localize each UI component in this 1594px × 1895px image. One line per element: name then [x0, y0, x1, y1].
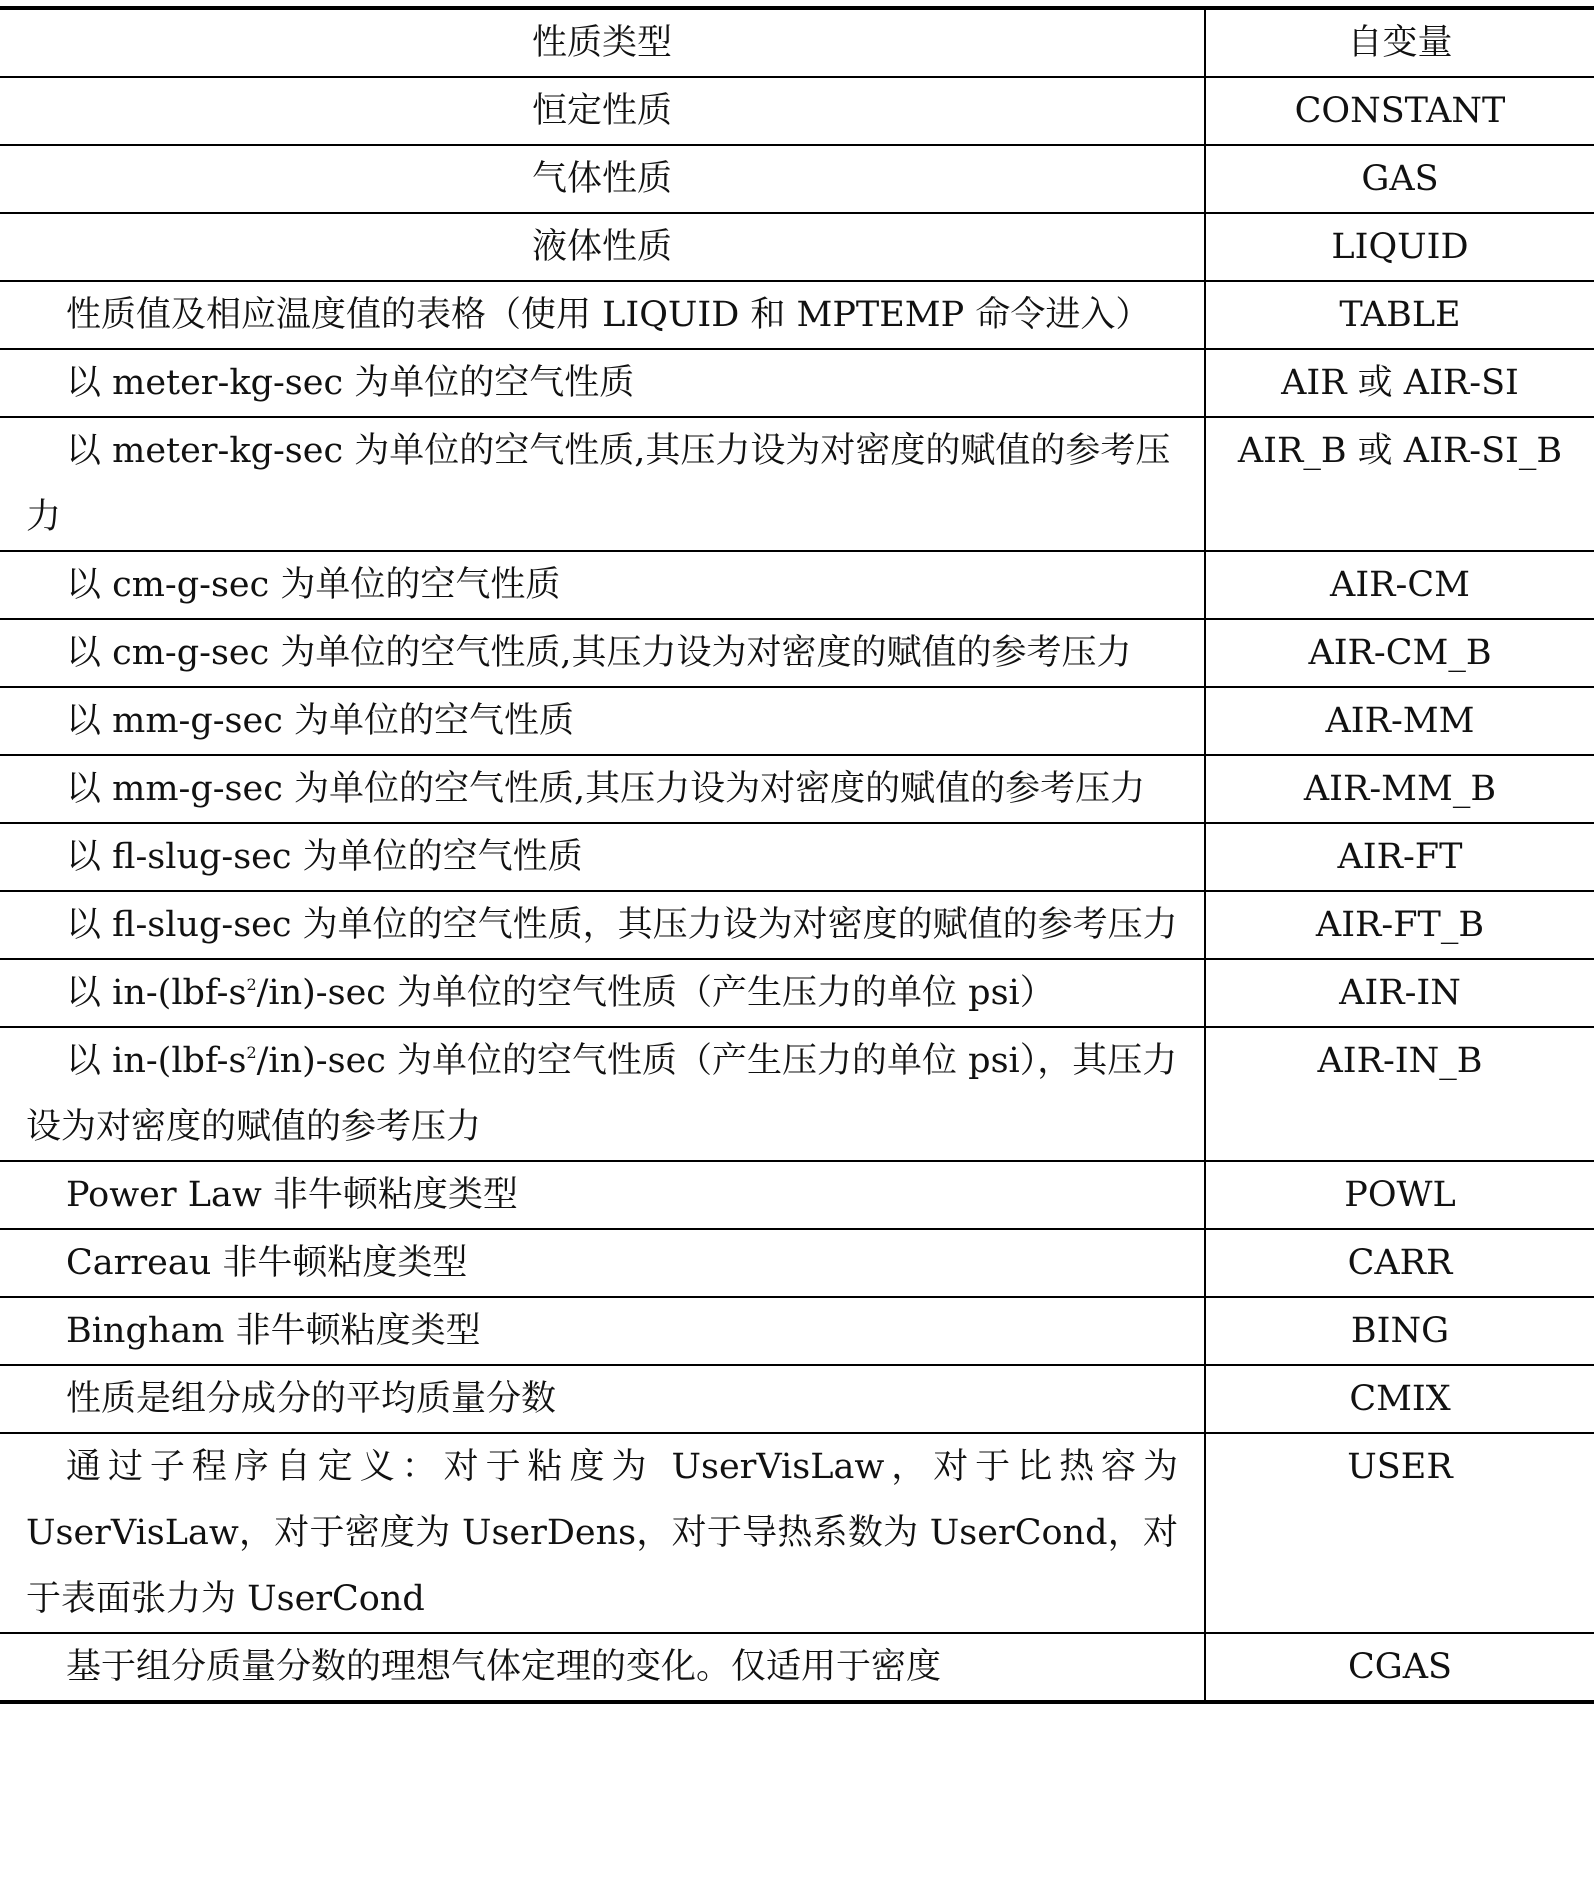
table-row: [0, 687, 1594, 755]
property-argument: AIR 或 AIR-SI: [1281, 363, 1519, 403]
property-description: Bingham 非牛顿粘度类型: [0, 1297, 1205, 1365]
table-header-row: [0, 8, 1594, 77]
superscript-exponent: 2: [246, 1043, 257, 1062]
property-description: 液体性质: [0, 213, 1205, 281]
property-description: 以 cm-g-sec 为单位的空气性质,其压力设为对密度的赋值的参考压力: [0, 619, 1205, 687]
table-row: [0, 1365, 1594, 1433]
property-type-table: [0, 6, 1594, 1704]
property-description: 性质值及相应温度值的表格（使用 LIQUID 和 MPTEMP 命令进入）: [0, 281, 1205, 349]
table-row: [0, 551, 1594, 619]
property-description: 以 mm-g-sec 为单位的空气性质: [0, 687, 1205, 755]
description-text: 以 in-(lbf-s: [66, 973, 247, 1013]
property-argument: TABLE: [1339, 295, 1461, 335]
property-argument: AIR-MM: [1325, 701, 1475, 741]
property-description: Carreau 非牛顿粘度类型: [0, 1229, 1205, 1297]
property-argument: CARR: [1347, 1243, 1453, 1283]
table-row: [0, 1161, 1594, 1229]
table-row: [0, 1433, 1594, 1633]
property-description: Power Law 非牛顿粘度类型: [0, 1161, 1205, 1229]
property-description: 以 fl-slug-sec 为单位的空气性质，其压力设为对密度的赋值的参考压力: [0, 891, 1205, 959]
property-argument: LIQUID: [1331, 227, 1469, 267]
property-argument: BING: [1350, 1311, 1450, 1351]
property-description: [0, 959, 1205, 1027]
property-argument: CMIX: [1349, 1379, 1451, 1419]
property-argument: CGAS: [1348, 1647, 1452, 1687]
property-argument: POWL: [1344, 1175, 1456, 1215]
table-row: [0, 145, 1594, 213]
table-row: [0, 1633, 1594, 1702]
property-description: 以 meter-kg-sec 为单位的空气性质,其压力设为对密度的赋值的参考压力: [0, 417, 1205, 551]
table-row: [0, 1229, 1594, 1297]
property-argument: AIR-CM_B: [1308, 633, 1492, 673]
property-description: 恒定性质: [0, 77, 1205, 145]
header-argument: 自变量: [1347, 23, 1453, 63]
property-description: 基于组分质量分数的理想气体定理的变化。仅适用于密度: [0, 1633, 1205, 1702]
property-argument: AIR-IN: [1339, 973, 1461, 1013]
table-row: [0, 1297, 1594, 1365]
table-row: [0, 349, 1594, 417]
property-argument: AIR_B 或 AIR-SI_B: [1237, 431, 1563, 471]
property-argument: AIR-IN_B: [1317, 1041, 1483, 1081]
table-row: [0, 281, 1594, 349]
table-row: [0, 213, 1594, 281]
table-row: [0, 417, 1594, 551]
table-row: [0, 1027, 1594, 1161]
property-description: 通过子程序自定义：对于粘度为 UserVisLaw，对于比热容为 UserVisLaw，对于密度为 UserDens，对于导热系数为 UserCond，对于表面张力为 UserCond: [0, 1433, 1205, 1633]
description-text: 以 in-(lbf-s: [66, 1041, 247, 1081]
property-description: 以 mm-g-sec 为单位的空气性质,其压力设为对密度的赋值的参考压力: [0, 755, 1205, 823]
description-text: /in)-sec 为单位的空气性质（产生压力的单位 psi）: [256, 973, 1055, 1013]
superscript-exponent: 2: [246, 975, 257, 994]
property-description: 以 meter-kg-sec 为单位的空气性质: [0, 349, 1205, 417]
property-description: 以 cm-g-sec 为单位的空气性质: [0, 551, 1205, 619]
property-argument: USER: [1347, 1447, 1453, 1487]
property-argument: CONSTANT: [1294, 91, 1506, 131]
table-row: [0, 823, 1594, 891]
property-argument: AIR-FT_B: [1315, 905, 1485, 945]
property-description: 性质是组分成分的平均质量分数: [0, 1365, 1205, 1433]
property-argument: GAS: [1361, 159, 1439, 199]
table-row: [0, 755, 1594, 823]
table-row: [0, 891, 1594, 959]
description-text: /in)-sec 为单位的空气性质（产生压力的单位 psi），其压力设为对密度的赋值的参考压力: [26, 1041, 1178, 1147]
property-description: [0, 1027, 1205, 1161]
property-description: 气体性质: [0, 145, 1205, 213]
property-argument: AIR-CM: [1330, 565, 1470, 605]
property-argument: AIR-MM_B: [1303, 769, 1497, 809]
table-row: [0, 619, 1594, 687]
property-description: 以 fl-slug-sec 为单位的空气性质: [0, 823, 1205, 891]
property-argument: AIR-FT: [1337, 837, 1463, 877]
table-row: [0, 959, 1594, 1027]
table-row: [0, 77, 1594, 145]
header-property-type: 性质类型: [0, 8, 1205, 77]
